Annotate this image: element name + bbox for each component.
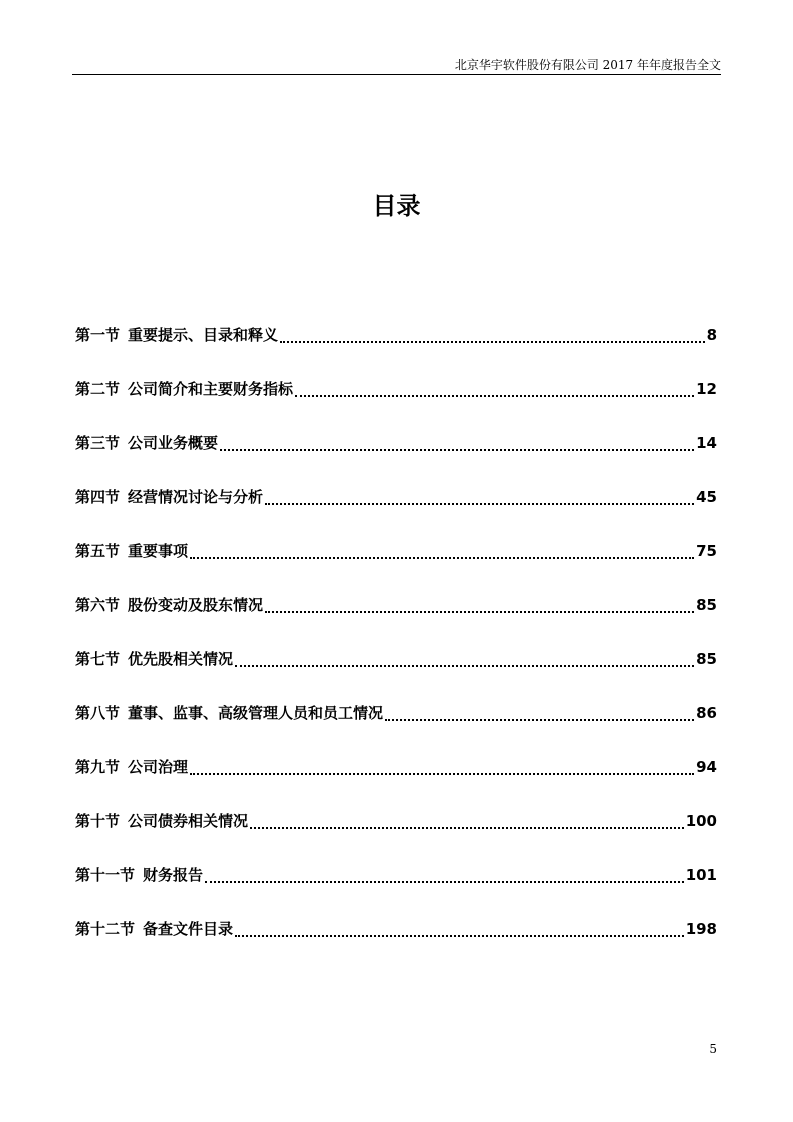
toc-entry[interactable] [75,756,717,810]
toc-entry[interactable] [75,432,717,486]
toc-entry[interactable] [75,702,717,756]
header-title: 北京华宇软件股份有限公司 2017 年年度报告全文 [454,58,721,72]
toc-section: 第八节 [75,704,121,722]
toc-section: 第五节 [75,542,121,560]
toc-page: 100 [685,812,717,830]
toc-leader-dots [280,324,705,343]
toc-entry-title: 股份变动及股东情况 [128,596,264,614]
toc-leader-dots [190,756,694,775]
toc-page: 45 [696,488,717,506]
toc-entry[interactable] [75,324,717,378]
toc-page: 198 [685,920,717,938]
toc-section: 第一节 [75,326,121,344]
toc-leader-dots [205,864,684,883]
toc-page: 94 [696,758,717,776]
toc-section: 第十节 [75,812,121,830]
toc-entry[interactable] [75,594,717,648]
toc-leader-dots [235,918,684,937]
toc-page: 14 [696,434,717,452]
toc-section: 第十一节 [75,866,136,884]
toc-section: 第四节 [75,488,121,506]
toc-entry-title: 重要事项 [128,542,189,560]
toc-entry[interactable] [75,486,717,540]
toc-entry-title: 公司业务概要 [128,434,219,452]
toc-entry[interactable] [75,540,717,594]
toc-entry-title: 公司治理 [128,758,189,776]
toc-leader-dots [295,378,694,397]
toc-section: 第六节 [75,596,121,614]
toc-leader-dots [220,432,694,451]
toc-entry-title: 董事、监事、高级管理人员和员工情况 [128,704,384,722]
toc-entry-title: 公司债券相关情况 [128,812,249,830]
toc-section: 第三节 [75,434,121,452]
toc-title: 目录 [372,192,421,220]
toc-section: 第七节 [75,650,121,668]
toc-page: 12 [696,380,717,398]
toc-leader-dots [190,540,694,559]
toc-leader-dots [265,486,694,505]
toc-page: 101 [685,866,717,884]
toc-entry-title: 财务报告 [143,866,204,884]
toc-section: 第十二节 [75,920,136,938]
toc-entry-title: 经营情况讨论与分析 [128,488,264,506]
toc-page: 86 [696,704,717,722]
toc-page: 75 [696,542,717,560]
toc-page: 85 [696,650,717,668]
page-number: 5 [709,1042,717,1056]
toc-page: 85 [696,596,717,614]
toc-leader-dots [235,648,694,667]
toc-entry-title: 备查文件目录 [143,920,234,938]
toc-entry[interactable] [75,648,717,702]
toc-entry-title: 优先股相关情况 [128,650,234,668]
toc-entry[interactable] [75,378,717,432]
toc-entry[interactable] [75,918,717,972]
toc-entry[interactable] [75,810,717,864]
toc-leader-dots [385,702,694,721]
toc-section: 第九节 [75,758,121,776]
table-of-contents [75,324,717,972]
page-header [72,52,721,75]
toc-entry-title: 公司简介和主要财务指标 [128,380,294,398]
toc-entry-title: 重要提示、目录和释义 [128,326,279,344]
toc-section: 第二节 [75,380,121,398]
toc-leader-dots [265,594,694,613]
toc-page: 8 [706,326,717,344]
toc-entry[interactable] [75,864,717,918]
toc-leader-dots [250,810,684,829]
